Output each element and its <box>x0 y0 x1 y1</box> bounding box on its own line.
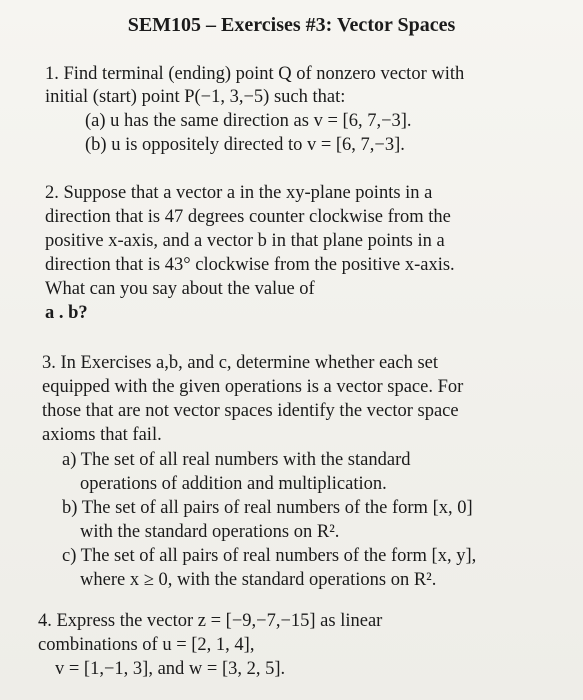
q1-part-b: (b) u is oppositely directed to v = [6, 7,−3]. <box>85 135 405 155</box>
q1-line-2: initial (start) point P(−1, 3,−5) such that: <box>45 87 346 107</box>
q3-part-b-line-2: with the standard operations on R². <box>80 522 340 542</box>
q3-line-4: axioms that fail. <box>42 425 162 445</box>
q2-line-3: positive x-axis, and a vector b in that plane points in a <box>45 231 445 251</box>
q1-part-a: (a) u has the same direction as v = [6, 7,−3]. <box>85 111 412 131</box>
q4-line-2: combinations of u = [2, 1, 4], <box>38 635 255 655</box>
q3-part-c-line-2: where x ≥ 0, with the standard operations on R². <box>80 570 437 590</box>
q2-line-4: direction that is 43° clockwise from the positive x-axis. <box>45 255 455 275</box>
q3-part-b-line-1: b) The set of all pairs of real numbers of the form [x, 0] <box>62 498 473 518</box>
q4-line-3: v = [1,−1, 3], and w = [3, 2, 5]. <box>55 659 286 679</box>
q1-line-1: 1. Find terminal (ending) point Q of nonzero vector with <box>45 64 465 84</box>
q3-part-a-line-2: operations of addition and multiplication. <box>80 474 387 494</box>
q2-line-2: direction that is 47 degrees counter clockwise from the <box>45 207 451 227</box>
q3-line-1: 3. In Exercises a,b, and c, determine whether each set <box>42 353 439 373</box>
q4-line-1: 4. Express the vector z = [−9,−7,−15] as linear <box>38 611 383 631</box>
q3-line-3: those that are not vector spaces identify the vector space <box>42 401 459 421</box>
page-title: SEM105 – Exercises #3: Vector Spaces <box>127 14 456 36</box>
q2-line-5: What can you say about the value of <box>45 279 315 299</box>
q2-line-1: 2. Suppose that a vector a in the xy-plane points in a <box>45 183 433 203</box>
q3-part-c-line-1: c) The set of all pairs of real numbers of the form [x, y], <box>62 546 477 566</box>
q3-part-a-line-1: a) The set of all real numbers with the standard <box>62 450 411 470</box>
q2-line-6: a . b? <box>45 303 88 323</box>
q3-line-2: equipped with the given operations is a vector space. For <box>42 377 464 397</box>
